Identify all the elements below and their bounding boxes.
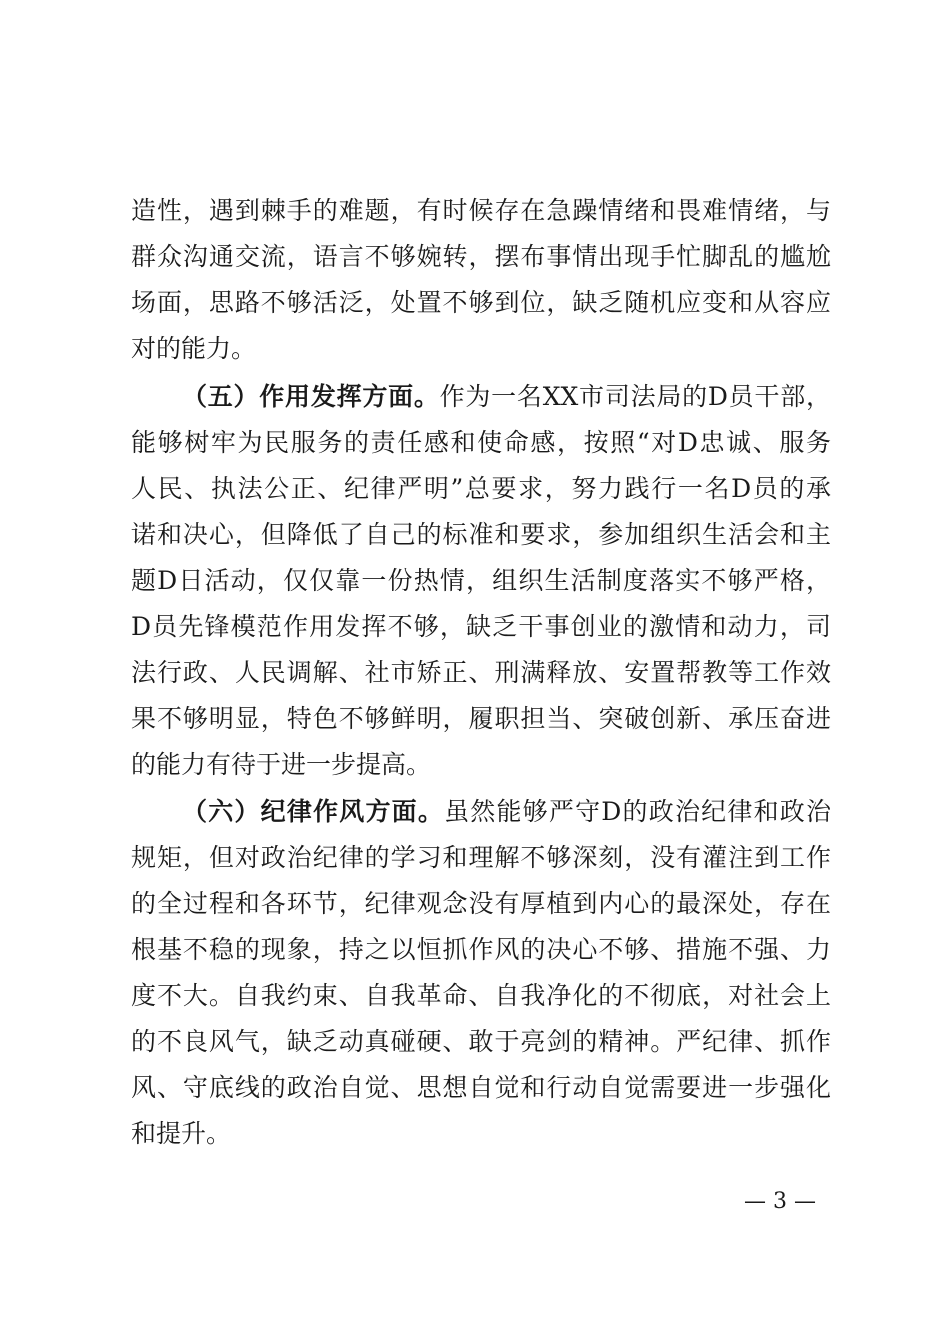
section-five-first-line — [182, 374, 831, 420]
paragraph-line: 诺和决心，但降低了自己的标准和要求，参加组织生活会和主 — [131, 520, 831, 549]
paragraph-line: 规矩，但对政治纪律的学习和理解不够深刻，没有灌注到工作 — [131, 843, 831, 872]
paragraph-line: 能够树牢为民服务的责任感和使命感，按照“对D忠诚、服务 — [131, 428, 831, 457]
paragraph-line: 的全过程和各环节，纪律观念没有厚植到内心的最深处，存在 — [131, 889, 831, 918]
paragraph-line: 题D日活动，仅仅靠一份热情，组织生活制度落实不够严格， — [131, 566, 831, 595]
section-six-heading: （六）纪律作风方面。 — [182, 797, 445, 826]
page-number: — 3 — — [744, 1189, 816, 1214]
paragraph-line: D员先锋模范作用发挥不够，缺乏干事创业的激情和动力，司 — [131, 612, 831, 641]
paragraph-line: 根基不稳的现象，持之以恒抓作风的决心不够、措施不强、力 — [131, 935, 831, 964]
paragraph-line: 和提升。 — [131, 1119, 232, 1148]
paragraph-line: 的能力有待于进一步提高。 — [131, 750, 432, 779]
paragraph-line: 的不良风气，缺乏动真碰硬、敢于亮剑的精神。严纪律、抓作 — [131, 1027, 831, 1056]
section-five-first-line-text: 作为一名XX市司法局的D员干部， — [439, 382, 831, 411]
section-six-first-line — [182, 789, 831, 835]
paragraph-line: 造性，遇到棘手的难题，有时候存在急躁情绪和畏难情绪，与 — [131, 196, 831, 225]
paragraph-line: 对的能力。 — [131, 334, 257, 363]
section-six-first-line-text: 虽然能够严守D的政治纪律和政治 — [444, 797, 831, 826]
paragraph-line: 度不大。自我约束、自我革命、自我净化的不彻底，对社会上 — [131, 981, 831, 1010]
paragraph-line: 风、守底线的政治自觉、思想自觉和行动自觉需要进一步强化 — [131, 1073, 831, 1102]
paragraph-line: 群众沟通交流，语言不够婉转，摆布事情出现手忙脚乱的尴尬 — [131, 242, 831, 271]
paragraph-line: 果不够明显，特色不够鲜明，履职担当、突破创新、承压奋进 — [131, 704, 831, 733]
paragraph-line: 场面，思路不够活泛，处置不够到位，缺乏随机应变和从容应 — [131, 288, 831, 317]
paragraph-line: 法行政、人民调解、社市矫正、刑满释放、安置帮教等工作效 — [131, 658, 831, 687]
paragraph-line: 人民、执法公正、纪律严明”总要求，努力践行一名D员的承 — [131, 474, 831, 503]
section-five-heading: （五）作用发挥方面。 — [182, 382, 440, 411]
